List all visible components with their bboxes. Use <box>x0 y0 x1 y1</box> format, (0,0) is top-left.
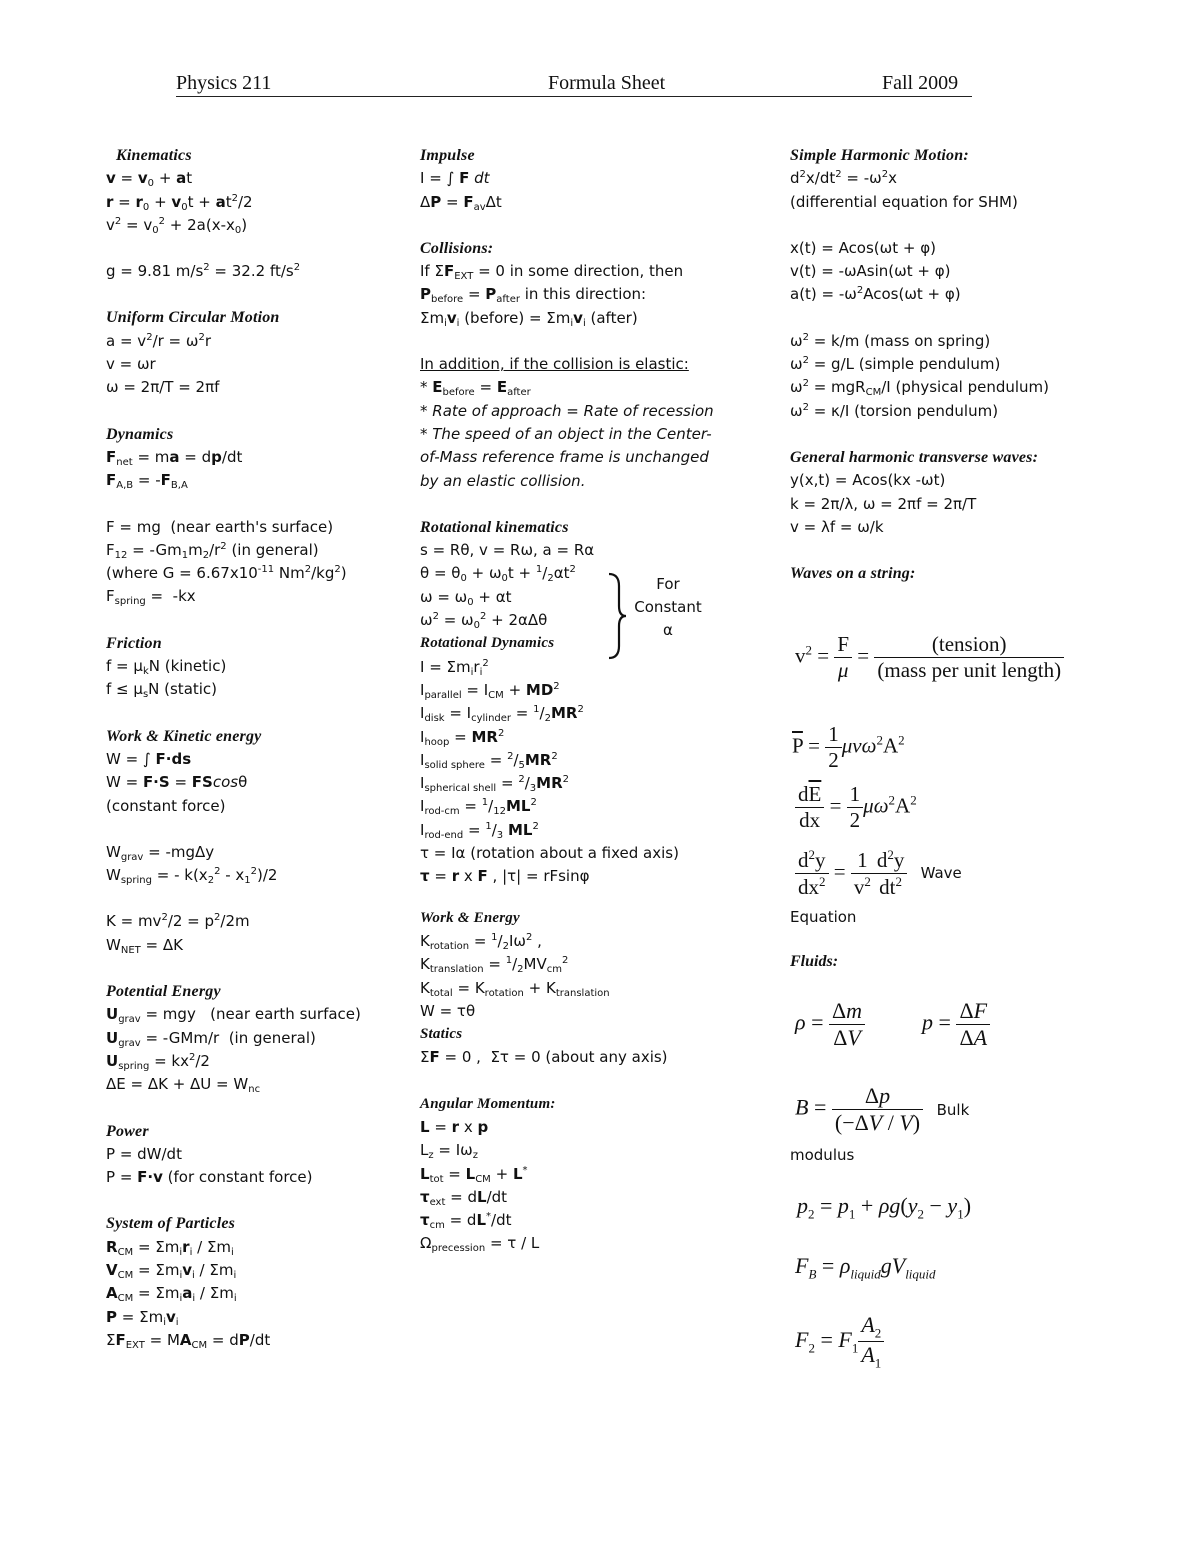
eq-shm-6: $\omega^2 = k/m$ (mass on spring) <box>790 331 991 350</box>
eq-rd-6: $I_{spherical shell} = ^2/_3MR^2$ <box>420 774 569 795</box>
eq-fric-1: $f = \mu_kN$ (kinetic) <box>106 657 227 678</box>
heading-waves: General harmonic transverse waves: <box>790 448 1039 466</box>
heading-ucm: Uniform Circular Motion <box>106 309 280 327</box>
eq-pot-3: $U_{spring} = kx^2/2$ <box>106 1051 210 1072</box>
heading-rotkin: Rotational kinematics <box>420 518 569 536</box>
elastic-rate-note: * Rate of approach = Rate of recession <box>420 401 714 420</box>
heading-particles: System of Particles <box>106 1215 236 1233</box>
column-3 <box>790 144 1050 585</box>
column-1 <box>106 144 396 1352</box>
eq-gravity: g = 9.81 $m/s^2 = 32.2$ $ft/s^2$ <box>106 262 301 281</box>
eq-dyn-2: $F_{A,B} = -F_{B,A}$ <box>106 471 188 492</box>
eq-part-2: $V_{CM} = \Sigma m_iv_i / \Sigma m_i$ <box>106 1260 237 1281</box>
eq-pot-2: $U_{grav} = -GMm/r$ (in general) <box>106 1028 316 1049</box>
column-2 <box>420 144 720 1256</box>
eq-rd-5: $I_{solid sphere} = ^2/_5MR^2$ <box>420 750 558 771</box>
eq-dyn-5: (where $G = 6.67x10^{-11}$ $Nm^2/kg^2$) <box>106 564 347 583</box>
eq-dyn-4: $F_{12} = -Gm_1m_2/r^2$ (in general) <box>106 540 319 561</box>
elastic-note: In addition, if the collision is elastic: <box>420 355 689 374</box>
eq-work-7: $W_{NET} = \Delta K$ <box>106 935 183 956</box>
eq-we-3: $K_{total} = K_{rotation} + K_{translation}$ <box>420 978 610 999</box>
eq-shm-5: $a(t) = -\omega^2Acos(\omega t + \varphi)$ <box>790 285 961 304</box>
equation-label: Equation <box>790 908 857 926</box>
eq-shm-8: $\omega^2 = mgR_{CM}/I$ (physical pendulum) <box>790 378 1050 399</box>
heading-string: Waves on a string: <box>790 565 916 583</box>
heading-dynamics: Dynamics <box>106 425 174 443</box>
heading-workenergy: Work & Energy <box>420 909 520 926</box>
eq-shm-3: x(t) = Acos(ωt + φ) <box>790 238 936 257</box>
eq-shm-4: v(t) = -ωAsin(ωt + φ) <box>790 262 951 281</box>
heading-friction: Friction <box>106 634 162 652</box>
heading-shm: Simple Harmonic Motion: <box>790 147 969 164</box>
heading-power: Power <box>106 1122 149 1140</box>
eq-shm-1: $d^2x/dt^2 = -\omega^2x$ <box>790 169 897 188</box>
eq-part-3: $A_{CM} = \Sigma m_ia_i / \Sigma m_i$ <box>106 1284 237 1305</box>
eq-wave-2: k = 2π/λ, ω = 2πf = 2π/T <box>790 494 977 513</box>
eq-work-4: $W_{grav} = -mg\Delta y$ <box>106 842 215 863</box>
eq-rd-1: $I = \Sigma m_ir_i^2$ <box>420 657 489 678</box>
eq-dyn-3: F = mg (near earth's surface) <box>106 517 334 536</box>
eq-work-1: W = ∫ F·ds <box>106 749 192 768</box>
eq-am-5: $\tau_{cm} = dL^*/dt$ <box>420 1211 512 1232</box>
eq-part-4: $P = \Sigma m_iv_i$ <box>106 1307 179 1328</box>
eq-work-2: W = F·S = FScosθ <box>106 773 248 792</box>
eq-rd-2: $I_{parallel} = I_{CM} + MD^2$ <box>420 680 560 701</box>
eq-rd-10: τ = r x F , |τ| = rFsinφ <box>420 867 590 886</box>
eq-am-3: $L_{tot} = L_{CM} + L^*$ <box>420 1164 528 1185</box>
eq-imp-2: $\Delta P = F_{av}\Delta t$ <box>420 192 502 213</box>
eq-bulk-modulus: B = $\frac{\Delta p}{(-\Delta V / V)}$ Bulk <box>795 1083 970 1135</box>
eq-density-pressure: ρ = $\frac{\Delta m}{\Delta V}$ p = $\frac{\Delta F}{\Delta A}$ <box>795 998 990 1051</box>
eq-rd-9: τ = Iα (rotation about a fixed axis) <box>420 844 679 863</box>
eq-shm-9: $\omega^2 = \kappa/I$ (torsion pendulum) <box>790 401 999 420</box>
eq-col-3: $\Sigma m_iv_i$ (before) = $\Sigma m_iv_i$ (after) <box>420 308 638 329</box>
eq-rk-1: s = Rθ, v = Rω, a = Rα <box>420 541 595 560</box>
eq-rd-4: $I_{hoop} = MR^2$ <box>420 727 505 748</box>
heading-rotdyn: Rotational Dynamics <box>420 635 555 652</box>
eq-am-2: $L_z = I\omega_z$ <box>420 1141 478 1162</box>
eq-buoyancy: $F_B = \rho_{liquid}gV_{liquid}$ <box>795 1253 936 1282</box>
eq-work-3: (constant force) <box>106 796 226 815</box>
header-rule <box>176 96 972 97</box>
eq-shm-2: (differential equation for SHM) <box>790 192 1018 211</box>
eq-kin-3: $v^2 = v_0^2 + 2a(x-x_0)$ <box>106 215 248 236</box>
eq-ucm-3: ω = 2π/T = 2πf <box>106 378 220 397</box>
heading-impulse: Impulse <box>420 147 475 164</box>
heading-angmom: Angular Momentum: <box>420 1095 556 1112</box>
eq-col-2: $P_{before} = P_{after}$ in this direction: <box>420 285 647 306</box>
eq-imp-1: I = ∫ F dt <box>420 169 490 188</box>
eq-col-5: * $E_{before} = E_{after}$ <box>420 378 531 399</box>
eq-rd-3: $I_{disk} = I_{cylinder} = ^1/_2MR^2$ <box>420 704 584 725</box>
eq-shm-7: $\omega^2 = g/L$ (simple pendulum) <box>790 355 1001 374</box>
eq-fric-2: $f \le \mu_sN$ (static) <box>106 680 218 701</box>
eq-rk-2: $\theta = \theta_0 + \omega_0t + ^1/_2\alpha t^2$ <box>420 564 576 585</box>
heading-fluids: Fluids: <box>790 953 839 970</box>
heading-statics: Statics <box>420 1026 463 1043</box>
eq-wave-1: y(x,t) = Acos(kx -ωt) <box>790 471 946 490</box>
page-title: Formula Sheet <box>548 72 666 94</box>
eq-ucm-2: v = ωr <box>106 355 156 374</box>
eq-part-1: $R_{CM} = \Sigma m_ir_i / \Sigma m_i$ <box>106 1237 234 1258</box>
eq-rk-4: $\omega^2 = \omega_0^2 + 2\alpha\Delta\theta$ <box>420 611 548 632</box>
eq-am-1: L = r x p <box>420 1117 489 1136</box>
heading-work: Work & Kinetic energy <box>106 727 262 745</box>
eq-hydrostatic: $p_2 = p_1 + \rho g(y_2 - y_1)$ <box>797 1193 972 1222</box>
eq-statics: ΣF = 0 , Στ = 0 (about any axis) <box>420 1048 668 1067</box>
constant-alpha-brace <box>606 572 628 660</box>
eq-rd-8: $I_{rod-end} = ^1/_3$ $ML^2$ <box>420 820 539 841</box>
eq-kin-1: $v = v_0$ + at <box>106 169 193 190</box>
term-label: Fall 2009 <box>882 72 959 94</box>
eq-dyn-6: $F_{spring} = -kx$ <box>106 587 196 608</box>
eq-wave-equation: $\frac{d^2y}{dx^2}$ = $\frac{1}{v^2}$ $\frac{d^2y}{dt^2}$ Wave <box>795 847 962 900</box>
eq-kin-2: $r = r_0 + v_0t + at^2/2$ <box>106 192 253 213</box>
course-label: Physics 211 <box>176 72 272 94</box>
constant-alpha-label: For Constant α <box>634 575 702 639</box>
eq-ucm-1: $a = v^2/r = \omega^2r$ <box>106 331 211 350</box>
eq-we-1: $K_{rotation} = ^1/_2I\omega^2$ , <box>420 931 542 952</box>
elastic-cm-note: * The speed of an object in the Center-of-Mass reference frame is unchanged by an elastic collision. <box>420 424 712 490</box>
eq-dyn-1: $F_{net}$ = ma = dp/dt <box>106 447 243 468</box>
eq-hydraulic: $F_2 = F_1$ $\frac{A_2}{A_1}$ <box>795 1312 884 1372</box>
heading-collisions: Collisions: <box>420 239 494 257</box>
eq-pow-2: P = F·v (for constant force) <box>106 1168 313 1187</box>
eq-wave-power: $\overline{P}$ = $\frac{1}{2}$ $\mu v\omega^2A^2$ <box>792 722 905 772</box>
eq-wave-3: v = λf = ω/k <box>790 517 884 536</box>
eq-string-speed: $v^2$ = $\frac{F}{\mu}$ = $\frac{\text{(tension)}}{\text{(mass per unit length)}}$ <box>795 632 1064 683</box>
eq-energy-density: $\frac{d\overline{E}}{dx}$ = $\frac{1}{2}$ $\mu\omega^2A^2$ <box>795 782 917 833</box>
heading-kinematics: Kinematics <box>116 147 192 164</box>
eq-am-6: $\Omega_{precession} = \tau / L$ <box>420 1234 540 1255</box>
eq-pow-1: P = dW/dt <box>106 1144 182 1163</box>
eq-work-5: $W_{spring}$ = - $k(x_2^2 - x_1^2)/2$ <box>106 866 278 887</box>
eq-we-4: W = τθ <box>420 1001 476 1020</box>
eq-rd-7: $I_{rod-cm} = ^1/_{12}ML^2$ <box>420 797 537 818</box>
eq-we-2: $K_{translation} = ^1/_2MV_{cm}^2$ <box>420 955 569 976</box>
modulus-label: modulus <box>790 1146 855 1164</box>
eq-part-5: $\Sigma F_{EXT} = MA_{CM} = dP/dt$ <box>106 1330 271 1351</box>
eq-col-1: If $\Sigma F_{EXT} = 0$ in some direction, then <box>420 262 684 283</box>
eq-pot-1: $U_{grav}$ = mgy (near earth surface) <box>106 1005 361 1026</box>
eq-rk-3: $\omega = \omega_0 + \alpha t$ <box>420 587 512 608</box>
eq-work-6: $K = mv^2/2 = p^2/2m$ <box>106 912 250 931</box>
eq-am-4: $\tau_{ext} = dL/dt$ <box>420 1187 508 1208</box>
eq-pot-4: $\Delta E = \Delta K + \Delta U = W_{nc}$ <box>106 1075 261 1096</box>
heading-potential: Potential Energy <box>106 983 221 1001</box>
